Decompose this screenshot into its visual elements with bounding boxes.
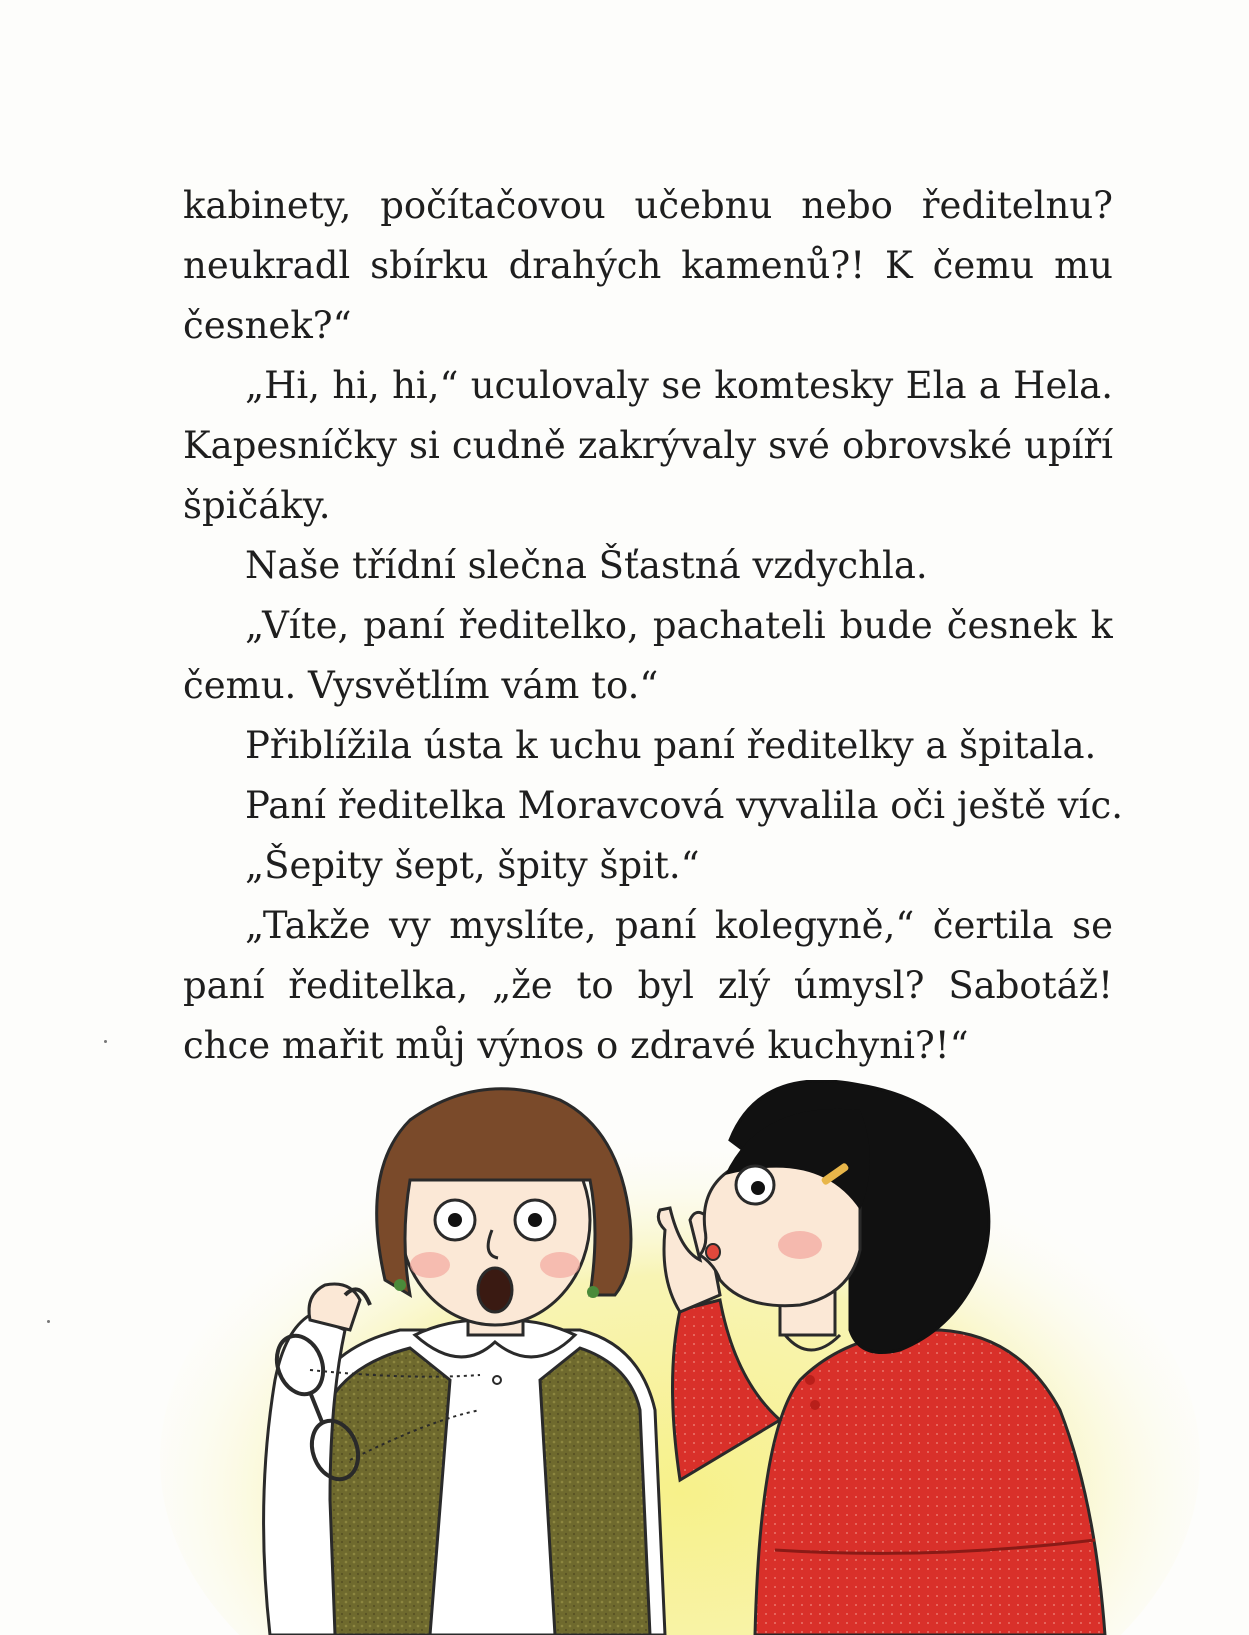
text-line: Naše třídní slečna Šťastná vzdychla. [245, 544, 928, 587]
illustration-whispering-women [160, 1080, 1249, 1635]
text-line: Kapesníčky si cudně zakrývaly své obrovské upíří [183, 424, 1113, 467]
scan-speck [104, 1040, 107, 1043]
teacher-mouth [706, 1244, 720, 1260]
text-line: „Takže vy myslíte, paní kolegyně,“ čertila se [245, 904, 1113, 947]
text-line: kabinety, počítačovou učebnu nebo ředitelnu? [183, 184, 1113, 227]
principal-mouth [478, 1268, 512, 1312]
text-line: špičáky. [183, 484, 331, 527]
text-line: česnek?“ [183, 304, 352, 347]
scan-speck [47, 1320, 50, 1323]
principal-vest-right [540, 1348, 650, 1635]
principal-cheek [410, 1252, 450, 1278]
principal-earring [587, 1286, 599, 1298]
text-line: čemu. Vysvětlím vám to.“ [183, 664, 659, 707]
teacher-button [810, 1400, 820, 1410]
teacher-button [805, 1375, 815, 1385]
principal-earring [394, 1279, 406, 1291]
principal-figure [264, 1089, 665, 1635]
text-line: chce mařit můj výnos o zdravé kuchyni?!“ [183, 1024, 969, 1067]
text-line: „Hi, hi, hi,“ uculovaly se komtesky Ela a Hela. [245, 364, 1113, 407]
text-line: „Šepity šept, špity špit.“ [245, 844, 700, 887]
text-line: neukradl sbírku drahých kamenů?! K čemu mu [183, 244, 1113, 287]
principal-button [493, 1376, 501, 1384]
text-line: Paní ředitelka Moravcová vyvalila oči ještě víc. [245, 784, 1123, 827]
text-line: paní ředitelka, „že to byl zlý úmysl? Sabotáž! [183, 964, 1113, 1007]
teacher-cheek [778, 1231, 822, 1259]
story-text [183, 176, 1123, 1076]
text-line: „Víte, paní ředitelko, pachateli bude česnek k [245, 604, 1113, 647]
text-line: Přiblížila ústa k uchu paní ředitelky a špitala. [245, 724, 1097, 767]
teacher-pupil [751, 1181, 765, 1195]
principal-cheek [540, 1252, 580, 1278]
